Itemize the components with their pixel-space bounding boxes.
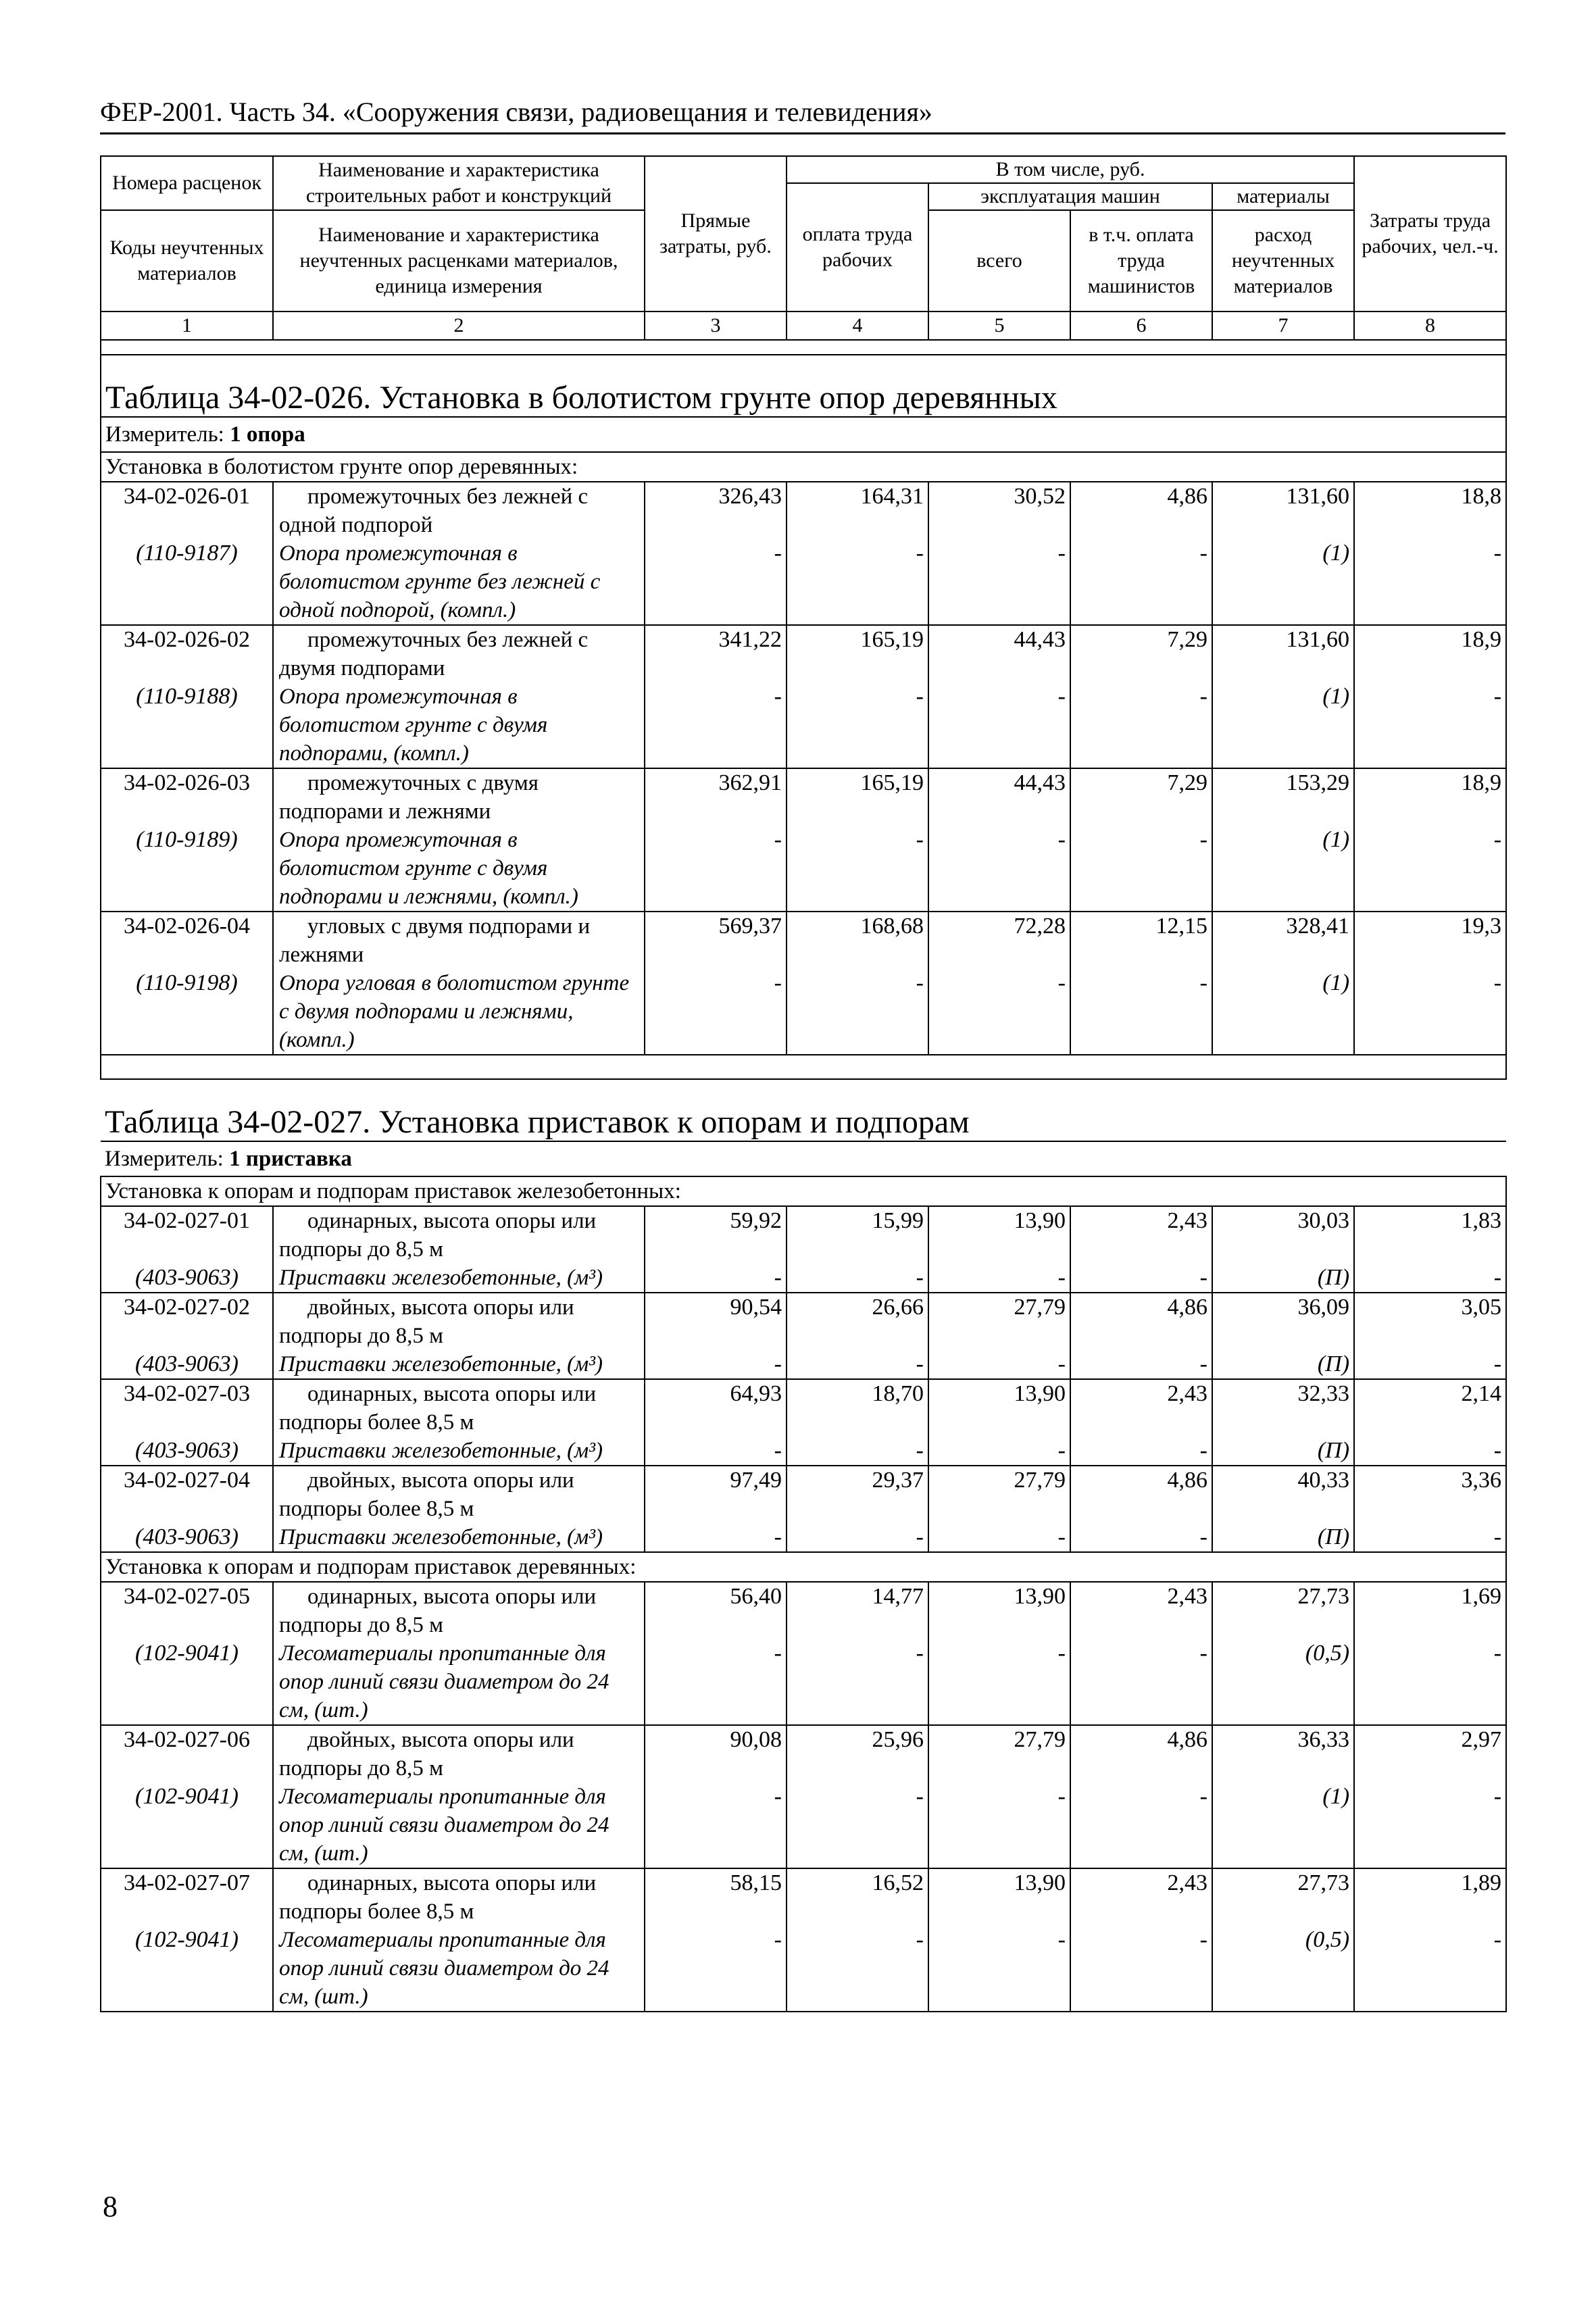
material-quantity: (0,5): [1212, 1639, 1354, 1725]
measure-row: [101, 417, 1506, 452]
column-number: 7: [1212, 312, 1354, 340]
work-name: [273, 625, 645, 682]
material-name: Опора промежуточная в болотистом грунте без лежней с одной подпорой, (компл.): [273, 539, 645, 625]
rate-code: 34-02-027-03: [101, 1379, 273, 1437]
value-cell: 4,86: [1070, 1293, 1212, 1350]
table-row: [101, 1466, 1506, 1523]
value-cell: -: [787, 969, 928, 1055]
measure-value: 1 опора: [230, 422, 305, 447]
value-cell: 165,19: [787, 768, 928, 826]
value-cell: 36,09: [1212, 1293, 1354, 1350]
measure: [101, 1141, 1506, 1176]
value-cell: -: [1070, 1350, 1212, 1379]
value-cell: 32,33: [1212, 1379, 1354, 1437]
value-cell: 2,43: [1070, 1582, 1212, 1639]
value-cell: 3,05: [1354, 1293, 1506, 1350]
page-number: 8: [103, 2190, 118, 2223]
value-cell: -: [928, 1437, 1070, 1466]
table-row: [101, 1293, 1506, 1350]
section-heading-row: [101, 452, 1506, 482]
col7-header: расход неучтенных материалов: [1212, 210, 1354, 312]
table-body: [101, 340, 1506, 2012]
table-row: [101, 1868, 1506, 1926]
table-row: [101, 482, 1506, 539]
spacer-row: [101, 1055, 1506, 1079]
material-name: Лесоматериалы пропитанные для опор линий связи диаметром до 24 см, (шт.): [273, 1926, 645, 2012]
value-cell: 153,29: [1212, 768, 1354, 826]
value-cell: 13,90: [928, 1868, 1070, 1926]
measure: [101, 417, 1506, 452]
value-cell: 2,43: [1070, 1379, 1212, 1437]
work-name: [273, 1293, 645, 1350]
work-name: [273, 912, 645, 969]
section-heading: Установка в болотистом грунте опор деревянных:: [101, 452, 1506, 482]
material-code: (403-9063): [101, 1350, 273, 1379]
value-cell: 1,83: [1354, 1206, 1506, 1264]
table-title-row: [101, 1079, 1506, 1141]
work-name-text: двойных, высота опоры или подпоры более 8,5 м: [279, 1468, 574, 1521]
measure-value: 1 приставка: [229, 1146, 352, 1171]
value-cell: -: [1354, 682, 1506, 768]
material-quantity: (П): [1212, 1437, 1354, 1466]
value-cell: 2,43: [1070, 1206, 1212, 1264]
col2-bottom-header: Наименование и характеристика неучтенных расценками материалов, единица измерения: [273, 210, 645, 312]
value-cell: 14,77: [787, 1582, 928, 1639]
spacer-row: [101, 340, 1506, 355]
column-number: 8: [1354, 312, 1506, 340]
value-cell: -: [1070, 1926, 1212, 2012]
value-cell: 2,43: [1070, 1868, 1212, 1926]
value-cell: -: [1070, 826, 1212, 912]
table-row: [101, 625, 1506, 682]
col6-header: в т.ч. оплата труда машинистов: [1070, 210, 1212, 312]
value-cell: 59,92: [645, 1206, 787, 1264]
material-row: [101, 1783, 1506, 1868]
column-number: 6: [1070, 312, 1212, 340]
rate-code: 34-02-026-01: [101, 482, 273, 539]
work-name-text: промежуточных с двумя подпорами и лежнями: [279, 771, 539, 824]
value-cell: -: [928, 1639, 1070, 1725]
value-cell: 4,86: [1070, 1466, 1212, 1523]
rate-code: 34-02-026-02: [101, 625, 273, 682]
value-cell: -: [1070, 1639, 1212, 1725]
work-name-text: одинарных, высота опоры или подпоры до 8,5 м: [279, 1209, 597, 1262]
rate-code: 34-02-027-04: [101, 1466, 273, 1523]
value-cell: -: [645, 1523, 787, 1552]
value-cell: 44,43: [928, 768, 1070, 826]
value-cell: -: [1070, 969, 1212, 1055]
rates-table: [100, 155, 1507, 2012]
value-cell: 328,41: [1212, 912, 1354, 969]
work-name: [273, 1379, 645, 1437]
value-cell: -: [645, 1639, 787, 1725]
material-row: [101, 1350, 1506, 1379]
value-cell: -: [787, 1783, 928, 1868]
value-cell: -: [1354, 1523, 1506, 1552]
col3-header: Прямые затраты, руб.: [645, 156, 787, 312]
col2-top-header: Наименование и характеристика строительных работ и конструкций: [273, 156, 645, 210]
work-name-text: одинарных, высота опоры или подпоры более 8,5 м: [279, 1871, 597, 1924]
materials-header: материалы: [1212, 183, 1354, 210]
value-cell: -: [787, 826, 928, 912]
work-name-text: двойных, высота опоры или подпоры до 8,5 м: [279, 1295, 574, 1348]
material-name: Опора угловая в болотистом грунте с двумя подпорами и лежнями, (компл.): [273, 969, 645, 1055]
col5-header: всего: [928, 210, 1070, 312]
value-cell: 15,99: [787, 1206, 928, 1264]
material-row: [101, 826, 1506, 912]
value-cell: 13,90: [928, 1582, 1070, 1639]
value-cell: 90,54: [645, 1293, 787, 1350]
value-cell: 30,52: [928, 482, 1070, 539]
table-header: [101, 156, 1506, 340]
material-name: Опора промежуточная в болотистом грунте с двумя подпорами, (компл.): [273, 682, 645, 768]
value-cell: 58,15: [645, 1868, 787, 1926]
value-cell: 18,70: [787, 1379, 928, 1437]
value-cell: 25,96: [787, 1725, 928, 1783]
value-cell: -: [1070, 539, 1212, 625]
material-quantity: (1): [1212, 969, 1354, 1055]
measure-row: [101, 1141, 1506, 1176]
rate-code: 34-02-026-03: [101, 768, 273, 826]
work-name: [273, 768, 645, 826]
value-cell: 29,37: [787, 1466, 928, 1523]
value-cell: 18,9: [1354, 625, 1506, 682]
value-cell: -: [787, 1350, 928, 1379]
value-cell: 64,93: [645, 1379, 787, 1437]
value-cell: 1,89: [1354, 1868, 1506, 1926]
material-code: (403-9063): [101, 1437, 273, 1466]
work-name-text: промежуточных без лежней с двумя подпорами: [279, 628, 589, 680]
material-row: [101, 1639, 1506, 1725]
value-cell: -: [928, 1523, 1070, 1552]
value-cell: -: [787, 1639, 928, 1725]
value-cell: -: [787, 1523, 928, 1552]
column-number: 5: [928, 312, 1070, 340]
column-number: 2: [273, 312, 645, 340]
material-row: [101, 1437, 1506, 1466]
value-cell: 164,31: [787, 482, 928, 539]
value-cell: 27,79: [928, 1293, 1070, 1350]
col8-header: Затраты труда рабочих, чел.-ч.: [1354, 156, 1506, 312]
column-number: 1: [101, 312, 273, 340]
value-cell: -: [928, 539, 1070, 625]
section-heading-row: [101, 1176, 1506, 1206]
col1-bottom-header: Коды неучтенных материалов: [101, 210, 273, 312]
value-cell: -: [1354, 1783, 1506, 1868]
value-cell: -: [928, 682, 1070, 768]
material-quantity: (П): [1212, 1264, 1354, 1293]
material-quantity: (1): [1212, 826, 1354, 912]
value-cell: 27,79: [928, 1466, 1070, 1523]
value-cell: -: [787, 1437, 928, 1466]
value-cell: -: [645, 969, 787, 1055]
material-name: Лесоматериалы пропитанные для опор линий связи диаметром до 24 см, (шт.): [273, 1639, 645, 1725]
measure-label: Измеритель:: [105, 1146, 224, 1171]
value-cell: 27,73: [1212, 1868, 1354, 1926]
table-title: Таблица 34-02-027. Установка приставок к опорам и подпорам: [101, 1079, 1506, 1141]
value-cell: 2,97: [1354, 1725, 1506, 1783]
value-cell: -: [787, 1264, 928, 1293]
material-name: Приставки железобетонные, (м³): [273, 1264, 645, 1293]
material-code: (110-9188): [101, 682, 273, 768]
value-cell: 27,79: [928, 1725, 1070, 1783]
header-rule: [100, 132, 1505, 134]
work-name-text: одинарных, высота опоры или подпоры более 8,5 м: [279, 1382, 597, 1435]
value-cell: 3,36: [1354, 1466, 1506, 1523]
col1-top-header: Номера расценок: [101, 156, 273, 210]
value-cell: -: [1354, 1639, 1506, 1725]
material-code: (102-9041): [101, 1639, 273, 1725]
material-row: [101, 1523, 1506, 1552]
column-number: 3: [645, 312, 787, 340]
machines-header: эксплуатация машин: [928, 183, 1212, 210]
rate-code: 34-02-027-02: [101, 1293, 273, 1350]
value-cell: -: [787, 682, 928, 768]
value-cell: 168,68: [787, 912, 928, 969]
rate-code: 34-02-027-05: [101, 1582, 273, 1639]
value-cell: 341,22: [645, 625, 787, 682]
value-cell: 165,19: [787, 625, 928, 682]
value-cell: 19,3: [1354, 912, 1506, 969]
value-cell: 16,52: [787, 1868, 928, 1926]
value-cell: -: [787, 539, 928, 625]
work-name-text: одинарных, высота опоры или подпоры до 8,5 м: [279, 1585, 597, 1637]
material-row: [101, 969, 1506, 1055]
material-code: (102-9041): [101, 1783, 273, 1868]
table-row: [101, 1206, 1506, 1264]
value-cell: 40,33: [1212, 1466, 1354, 1523]
value-cell: 26,66: [787, 1293, 928, 1350]
work-name: [273, 1466, 645, 1523]
column-number: 4: [787, 312, 928, 340]
material-name: Лесоматериалы пропитанные для опор линий связи диаметром до 24 см, (шт.): [273, 1783, 645, 1868]
value-cell: -: [928, 969, 1070, 1055]
column-numbers-row: [101, 312, 1506, 340]
material-row: [101, 1264, 1506, 1293]
measure-label: Измеритель:: [105, 422, 224, 447]
col4-header: оплата труда рабочих: [787, 183, 928, 312]
value-cell: 18,8: [1354, 482, 1506, 539]
value-cell: 131,60: [1212, 625, 1354, 682]
value-cell: 13,90: [928, 1379, 1070, 1437]
material-name: Приставки железобетонные, (м³): [273, 1523, 645, 1552]
value-cell: -: [1070, 1783, 1212, 1868]
group-header: В том числе, руб.: [787, 156, 1354, 183]
value-cell: 362,91: [645, 768, 787, 826]
table-row: [101, 1582, 1506, 1639]
section-heading: Установка к опорам и подпорам приставок деревянных:: [101, 1552, 1506, 1582]
value-cell: 90,08: [645, 1725, 787, 1783]
work-name-text: двойных, высота опоры или подпоры до 8,5 м: [279, 1728, 574, 1781]
value-cell: -: [787, 1926, 928, 2012]
table-title-row: [101, 355, 1506, 417]
value-cell: -: [645, 1437, 787, 1466]
value-cell: -: [928, 1783, 1070, 1868]
table-title: Таблица 34-02-026. Установка в болотистом грунте опор деревянных: [101, 355, 1506, 417]
material-quantity: (П): [1212, 1350, 1354, 1379]
material-quantity: (0,5): [1212, 1926, 1354, 2012]
rate-code: 34-02-027-01: [101, 1206, 273, 1264]
value-cell: -: [1070, 1523, 1212, 1552]
material-name: Опора промежуточная в болотистом грунте с двумя подпорами и лежнями, (компл.): [273, 826, 645, 912]
value-cell: 569,37: [645, 912, 787, 969]
material-quantity: (1): [1212, 682, 1354, 768]
section-heading-row: [101, 1552, 1506, 1582]
material-row: [101, 539, 1506, 625]
value-cell: -: [645, 1926, 787, 2012]
table-row: [101, 768, 1506, 826]
value-cell: -: [1354, 1264, 1506, 1293]
work-name: [273, 1868, 645, 1926]
material-code: (102-9041): [101, 1926, 273, 2012]
value-cell: -: [928, 1926, 1070, 2012]
material-quantity: (1): [1212, 539, 1354, 625]
value-cell: 326,43: [645, 482, 787, 539]
spacer: [101, 1055, 1506, 1079]
value-cell: -: [1354, 539, 1506, 625]
value-cell: 131,60: [1212, 482, 1354, 539]
value-cell: -: [1354, 826, 1506, 912]
spacer: [101, 340, 1506, 355]
material-row: [101, 682, 1506, 768]
table-row: [101, 1725, 1506, 1783]
value-cell: -: [1070, 682, 1212, 768]
value-cell: 7,29: [1070, 768, 1212, 826]
value-cell: -: [1070, 1437, 1212, 1466]
material-name: Приставки железобетонные, (м³): [273, 1437, 645, 1466]
value-cell: -: [1354, 1350, 1506, 1379]
material-row: [101, 1926, 1506, 2012]
work-name: [273, 1206, 645, 1264]
value-cell: -: [1354, 969, 1506, 1055]
value-cell: 56,40: [645, 1582, 787, 1639]
value-cell: -: [1354, 1437, 1506, 1466]
value-cell: -: [928, 826, 1070, 912]
work-name: [273, 482, 645, 539]
value-cell: 36,33: [1212, 1725, 1354, 1783]
table-row: [101, 912, 1506, 969]
work-name-text: промежуточных без лежней с одной подпорой: [279, 484, 589, 537]
material-code: (403-9063): [101, 1264, 273, 1293]
value-cell: -: [1070, 1264, 1212, 1293]
value-cell: 4,86: [1070, 1725, 1212, 1783]
section-heading: Установка к опорам и подпорам приставок железобетонных:: [101, 1176, 1506, 1206]
material-code: (110-9198): [101, 969, 273, 1055]
value-cell: 27,73: [1212, 1582, 1354, 1639]
rate-code: 34-02-026-04: [101, 912, 273, 969]
work-name: [273, 1725, 645, 1783]
material-code: (110-9187): [101, 539, 273, 625]
material-quantity: (1): [1212, 1783, 1354, 1868]
value-cell: 44,43: [928, 625, 1070, 682]
value-cell: -: [645, 1264, 787, 1293]
value-cell: -: [645, 539, 787, 625]
rate-code: 34-02-027-06: [101, 1725, 273, 1783]
work-name-text: угловых с двумя подпорами и лежнями: [279, 914, 591, 967]
value-cell: 72,28: [928, 912, 1070, 969]
value-cell: 13,90: [928, 1206, 1070, 1264]
value-cell: 1,69: [1354, 1582, 1506, 1639]
value-cell: 4,86: [1070, 482, 1212, 539]
value-cell: -: [645, 826, 787, 912]
value-cell: 2,14: [1354, 1379, 1506, 1437]
value-cell: 30,03: [1212, 1206, 1354, 1264]
material-quantity: (П): [1212, 1523, 1354, 1552]
value-cell: -: [645, 1350, 787, 1379]
rate-code: 34-02-027-07: [101, 1868, 273, 1926]
work-name: [273, 1582, 645, 1639]
value-cell: -: [645, 1783, 787, 1868]
page-header: ФЕР-2001. Часть 34. «Сооружения связи, радиовещания и телевидения»: [100, 97, 932, 127]
table-row: [101, 1379, 1506, 1437]
value-cell: -: [928, 1264, 1070, 1293]
value-cell: 7,29: [1070, 625, 1212, 682]
material-name: Приставки железобетонные, (м³): [273, 1350, 645, 1379]
material-code: (110-9189): [101, 826, 273, 912]
value-cell: 18,9: [1354, 768, 1506, 826]
value-cell: -: [928, 1350, 1070, 1379]
material-code: (403-9063): [101, 1523, 273, 1552]
value-cell: 97,49: [645, 1466, 787, 1523]
value-cell: -: [645, 682, 787, 768]
value-cell: -: [1354, 1926, 1506, 2012]
value-cell: 12,15: [1070, 912, 1212, 969]
